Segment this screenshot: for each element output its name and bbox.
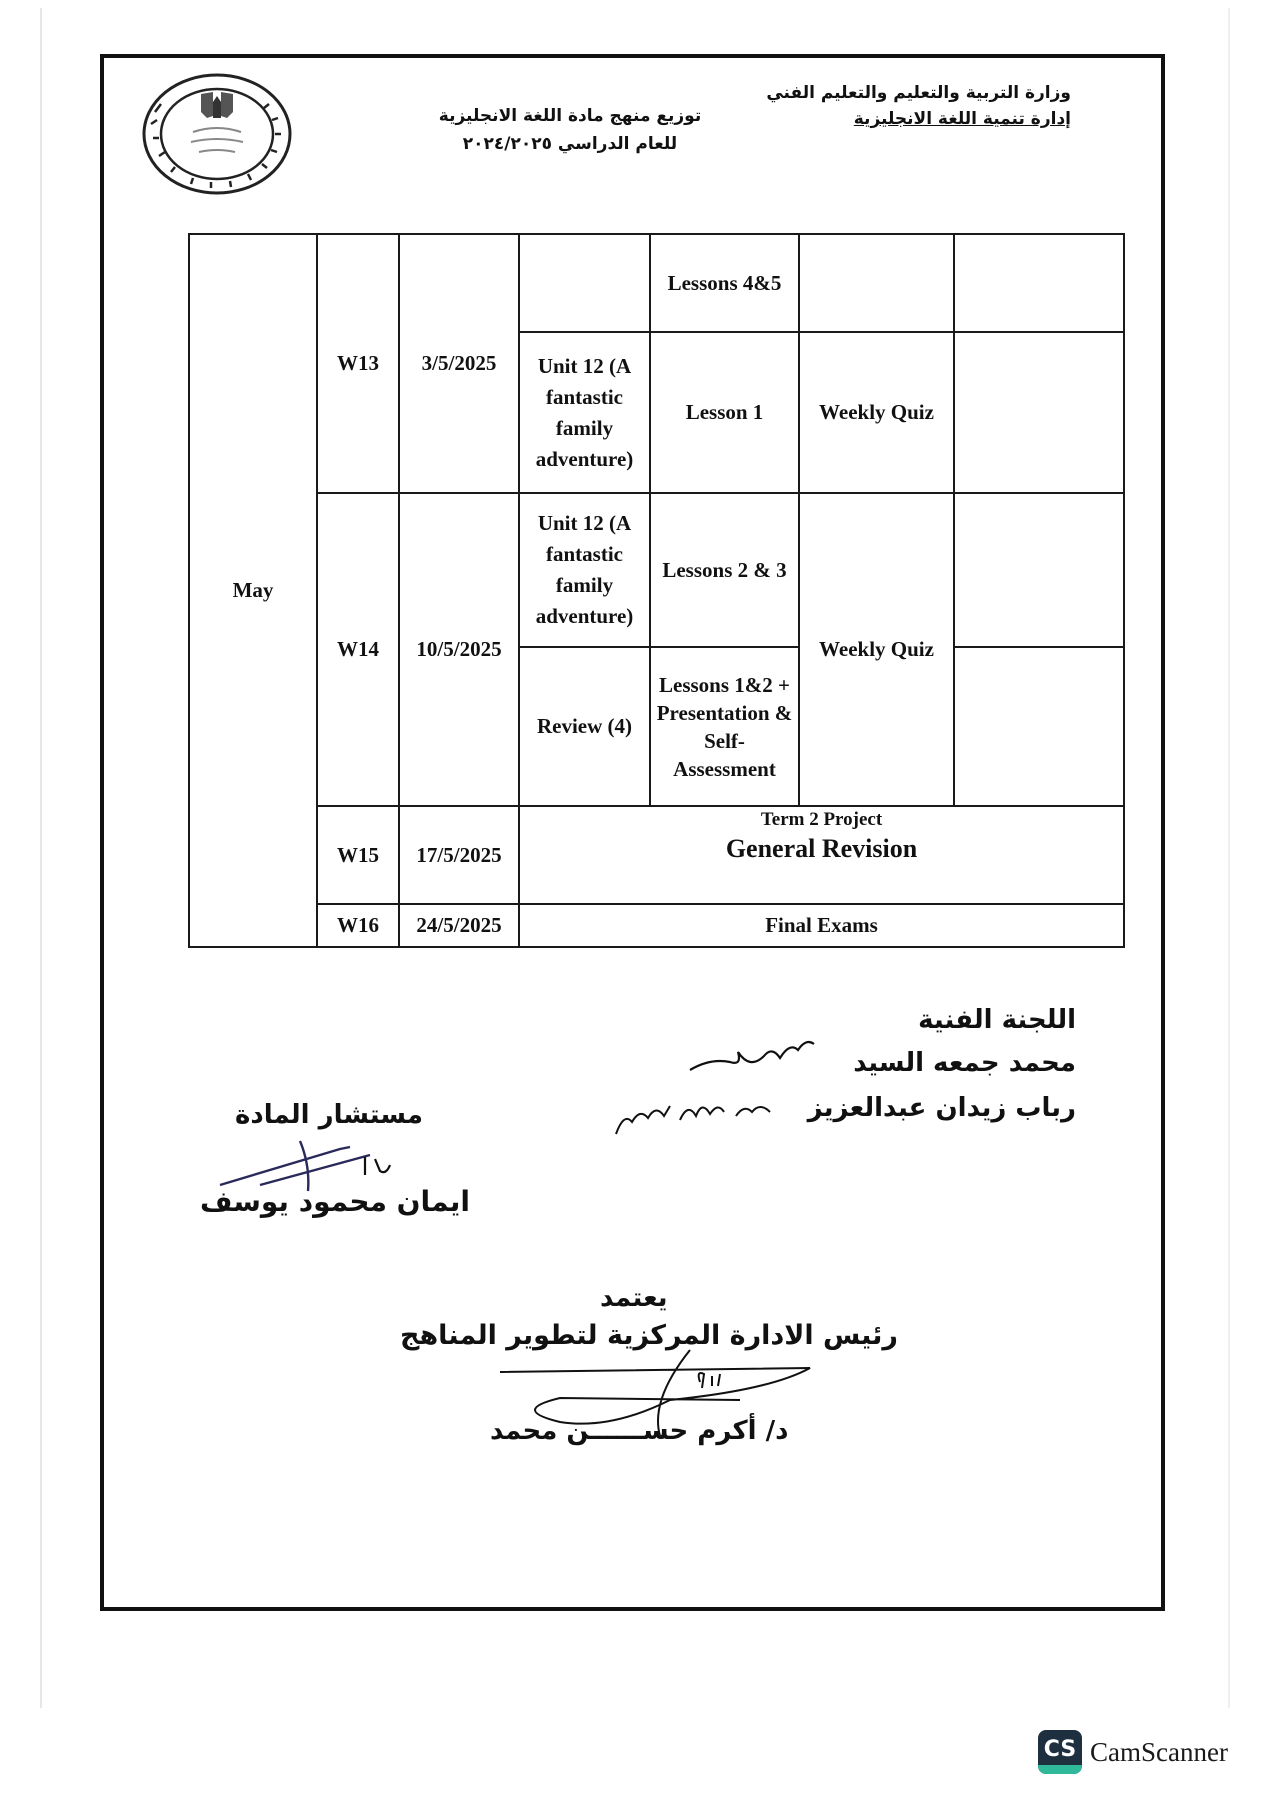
term-project-label: Term 2 Project: [760, 809, 883, 830]
month-cell: May: [189, 234, 317, 947]
table-row: [189, 904, 1124, 947]
signature-member-1: [680, 1030, 820, 1080]
review-cell: Review (4): [519, 647, 650, 806]
committee-title: اللجنة الفنية: [918, 1005, 1076, 1035]
lessons-cell: Lessons 4&5: [650, 234, 799, 332]
table-row: [189, 234, 1124, 332]
head-name: د/ أكرم حســــــن محمد: [490, 1416, 789, 1446]
advisor-name: ايمان محمود يوسف: [200, 1185, 470, 1218]
table-row: [189, 493, 1124, 647]
advisor-title: مستشار المادة: [235, 1100, 423, 1130]
unit-cell: Unit 12 (A fantastic family adventure): [519, 332, 650, 493]
general-revision-label: General Revision: [725, 834, 918, 863]
camscanner-watermark: [1038, 1730, 1228, 1774]
header-ministry-block: [766, 80, 1071, 132]
notes-cell-empty: [954, 332, 1124, 493]
revision-cell: [519, 806, 1124, 904]
assessment-cell: Weekly Quiz: [799, 493, 954, 806]
week-cell: W16: [317, 904, 399, 947]
table-row: [189, 806, 1124, 904]
week-cell: W14: [317, 493, 399, 806]
date-cell: 10/5/2025: [399, 493, 519, 806]
unit-cell-empty: [519, 234, 650, 332]
head-title: رئيس الادارة المركزية لتطوير المناهج: [400, 1320, 898, 1351]
camscanner-logo-icon: CS: [1038, 1730, 1082, 1774]
lessons-cell: Lessons 2 & 3: [650, 493, 799, 647]
signature-member-2: [610, 1082, 780, 1142]
assessment-cell-empty: [799, 234, 954, 332]
ministry-name: وزارة التربية والتعليم والتعليم الفني: [766, 83, 1071, 103]
final-exams-cell: Final Exams: [519, 904, 1124, 947]
date-cell: 3/5/2025: [399, 234, 519, 493]
date-cell: 17/5/2025: [399, 806, 519, 904]
date-cell: 24/5/2025: [399, 904, 519, 947]
lessons-cell: Lessons 1&2 + Presentation & Self-Assessment: [650, 647, 799, 806]
curriculum-table: [188, 233, 1125, 948]
committee-member-1: محمد جمعه السيد: [853, 1048, 1076, 1078]
unit-cell: Unit 12 (A fantastic family adventure): [519, 493, 650, 647]
notes-cell-empty: [954, 647, 1124, 806]
assessment-cell: Weekly Quiz: [799, 332, 954, 493]
academic-year: للعام الدراسي ٢٠٢٤/٢٠٢٥: [462, 134, 678, 154]
ministry-logo: [141, 72, 293, 196]
department-name: إدارة تنمية اللغة الانجليزية: [853, 109, 1071, 129]
committee-member-2: رباب زيدان عبدالعزيز: [807, 1093, 1076, 1123]
header-title-block: [420, 102, 720, 158]
lessons-cell: Lesson 1: [650, 332, 799, 493]
document-title: توزيع منهج مادة اللغة الانجليزية: [438, 106, 702, 126]
notes-cell-empty: [954, 493, 1124, 647]
week-cell: W15: [317, 806, 399, 904]
notes-cell-empty: [954, 234, 1124, 332]
approval-label: يعتمد: [600, 1283, 668, 1313]
camscanner-label: CamScanner: [1090, 1736, 1228, 1767]
week-cell: W13: [317, 234, 399, 493]
